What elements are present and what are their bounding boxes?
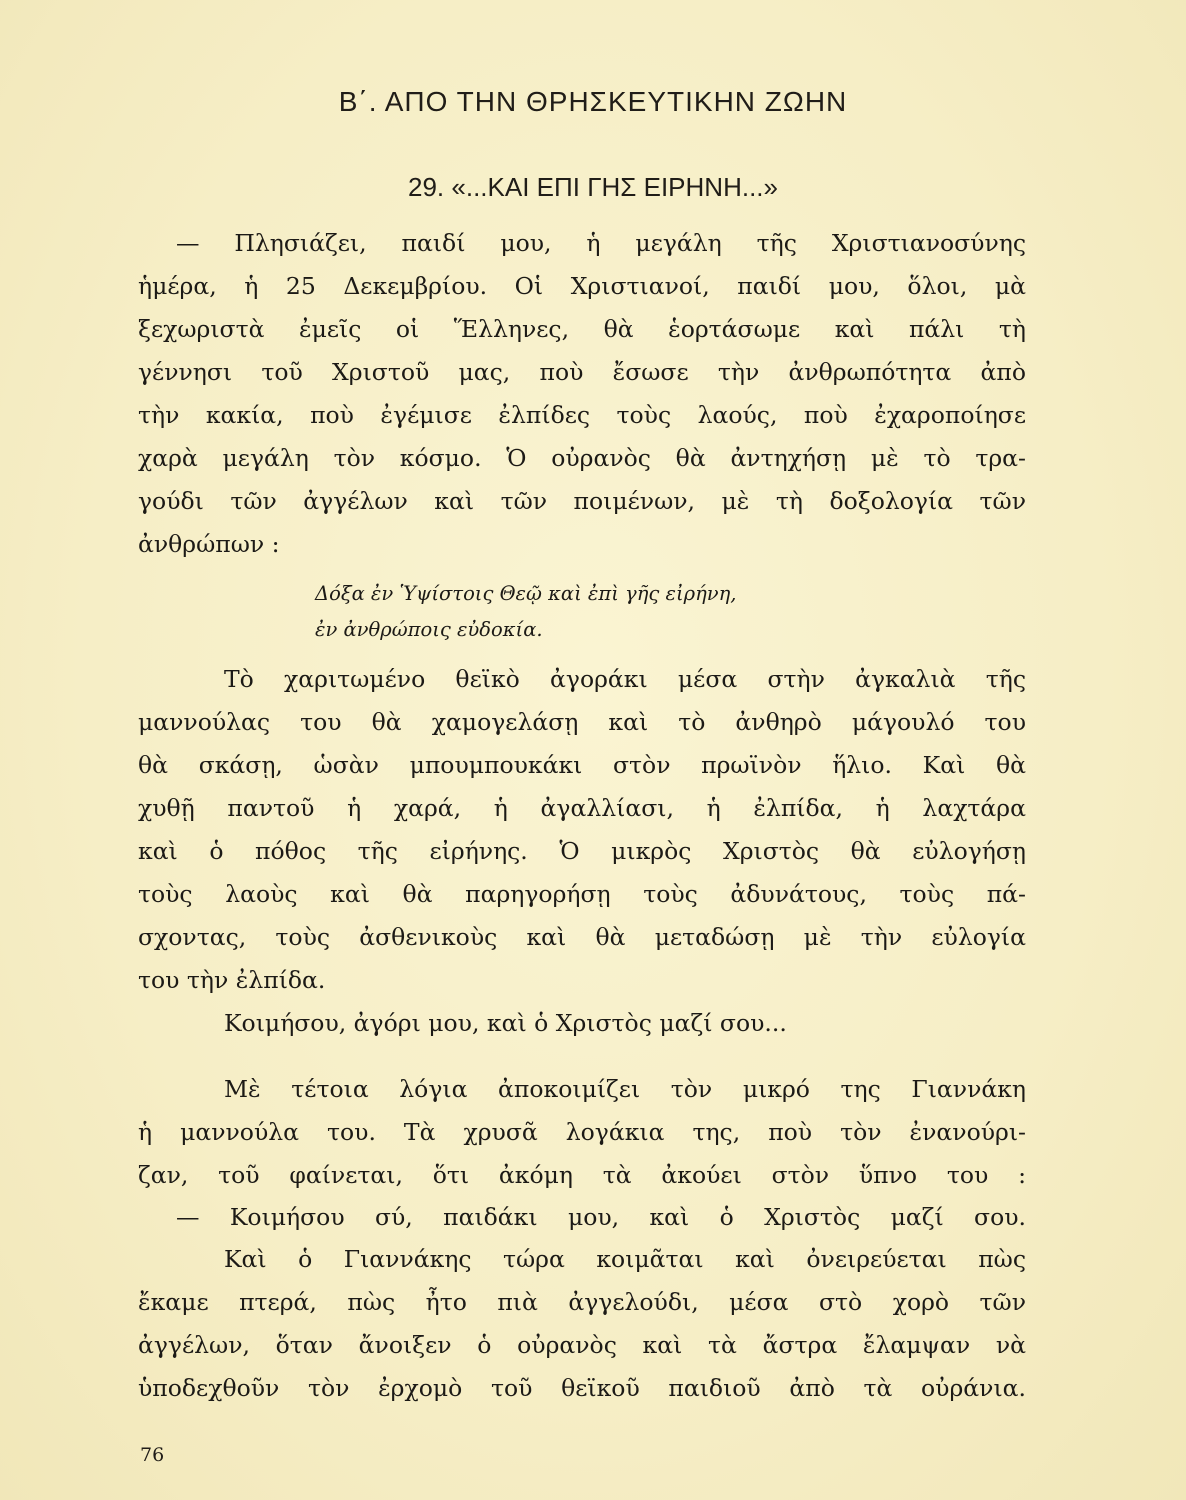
text-line: ἔκαμε πτερά, πὼς ἦτο πιὰ ἀγγελούδι, μέσα στὸ χορὸ τῶν [138, 1288, 1026, 1316]
text-line: ἀνθρώπων : [138, 530, 280, 558]
text-line: καὶ ὁ πόθος τῆς εἰρήνης. Ὁ μικρὸς Χριστὸς θὰ εὐλογήσῃ [138, 837, 1026, 865]
text-line: μαννούλας του θὰ χαμογελάσῃ καὶ τὸ ἀνθηρὸ μάγουλό του [138, 708, 1026, 736]
text-line: τοὺς λαοὺς καὶ θὰ παρηγορήσῃ τοὺς ἀδυνάτους, τοὺς πά- [138, 880, 1026, 908]
text-line: ξεχωριστὰ ἐμεῖς οἱ Ἕλληνες, θὰ ἑορτάσωμε καὶ πάλι τὴ [138, 315, 1026, 343]
text-line: χυθῇ παντοῦ ἡ χαρά, ἡ ἀγαλλίασι, ἡ ἐλπίδα, ἡ λαχτάρα [138, 794, 1026, 822]
text-line: τὴν κακία, ποὺ ἐγέμισε ἐλπίδες τοὺς λαούς, ποὺ ἐχαροποίησε [138, 401, 1026, 429]
page-number: 76 [140, 1444, 165, 1466]
text-line: γούδι τῶν ἀγγέλων καὶ τῶν ποιμένων, μὲ τὴ δοξολογία τῶν [138, 487, 1026, 515]
text-line: Κοιμήσου, ἀγόρι μου, καὶ ὁ Χριστὸς μαζί σου... [224, 1009, 787, 1037]
chapter-header: Β΄. ΑΠΟ ΤΗΝ ΘΡΗΣΚΕΥΤΙΚΗΝ ΖΩΗΝ [338, 86, 848, 117]
text-line: Μὲ τέτοια λόγια ἀποκοιμίζει τὸν μικρό της Γιαννάκη [224, 1075, 1026, 1103]
text-line: Τὸ χαριτωμένο θεϊκὸ ἀγοράκι μέσα στὴν ἀγκαλιὰ τῆς [224, 665, 1026, 693]
hymn-quote-line: Δόξα ἐν Ὑψίστοις Θεῷ καὶ ἐπὶ γῆς εἰρήνη, [315, 582, 737, 605]
text-line: — Κοιμήσου σύ, παιδάκι μου, καὶ ὁ Χριστὸς μαζί σου. [176, 1203, 1026, 1231]
text-line: γέννησι τοῦ Χριστοῦ μας, ποὺ ἔσωσε τὴν ἀνθρωπότητα ἀπὸ [138, 358, 1026, 386]
text-line: ἡ μαννούλα του. Τὰ χρυσᾶ λογάκια της, ποὺ τὸν ἐνανούρι- [138, 1118, 1026, 1146]
text-line: ζαν, τοῦ φαίνεται, ὅτι ἀκόμη τὰ ἀκούει στὸν ὕπνο του : [138, 1161, 1026, 1189]
text-line: χαρὰ μεγάλη τὸν κόσμο. Ὁ οὐρανὸς θὰ ἀντηχήσῃ μὲ τὸ τρα- [138, 444, 1026, 472]
text-line: ὑποδεχθοῦν τὸν ἐρχομὸ τοῦ θεϊκοῦ παιδιοῦ ἀπὸ τὰ οὐράνια. [138, 1374, 1026, 1402]
text-line: Καὶ ὁ Γιαννάκης τώρα κοιμᾶται καὶ ὀνειρεύεται πὼς [224, 1245, 1026, 1273]
text-line: του τὴν ἐλπίδα. [138, 966, 326, 994]
text-line: — Πλησιάζει, παιδί μου, ἡ μεγάλη τῆς Χριστιανοσύνης [176, 229, 1026, 257]
text-line: σχοντας, τοὺς ἀσθενικοὺς καὶ θὰ μεταδώσῃ μὲ τὴν εὐλογία [138, 923, 1026, 951]
text-line: θὰ σκάσῃ, ὡσὰν μπουμπουκάκι στὸν πρωϊνὸν ἥλιο. Καὶ θὰ [138, 751, 1026, 779]
text-line: ἡμέρα, ἡ 25 Δεκεμβρίου. Οἱ Χριστιανοί, παιδί μου, ὅλοι, μὰ [138, 272, 1026, 300]
hymn-quote-line: ἐν ἀνθρώποις εὐδοκία. [315, 618, 543, 641]
section-title: 29. «...ΚΑΙ ΕΠΙ ΓΗΣ ΕΙΡΗΝΗ...» [408, 172, 778, 202]
text-line: ἀγγέλων, ὅταν ἄνοιξεν ὁ οὐρανὸς καὶ τὰ ἄστρα ἔλαμψαν νὰ [138, 1331, 1026, 1359]
